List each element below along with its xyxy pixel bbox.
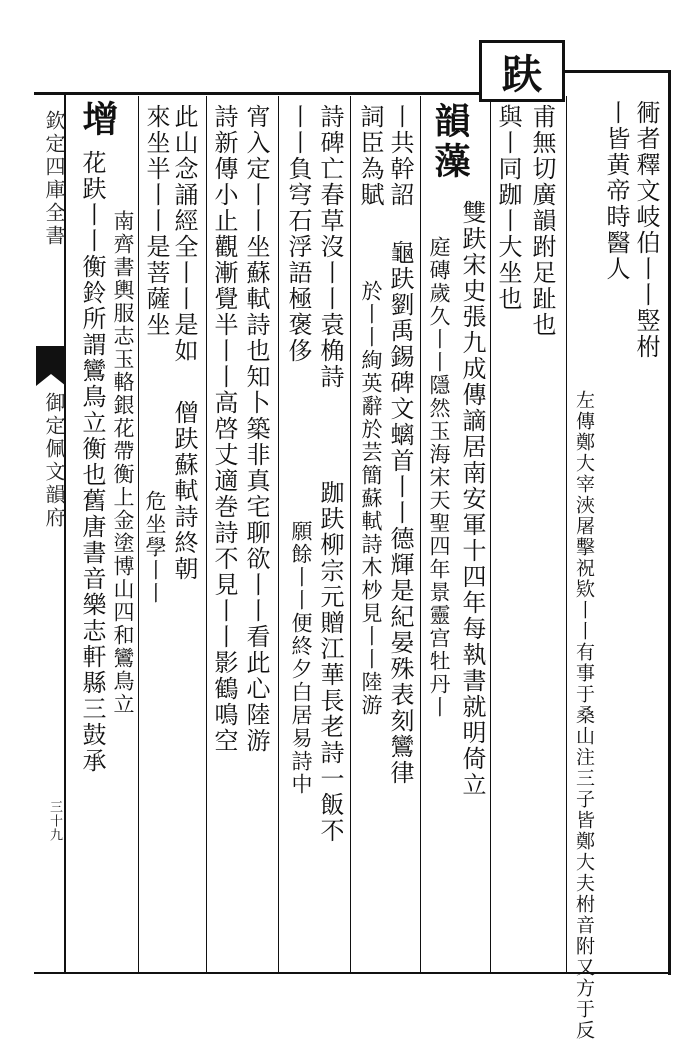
text-column: 衕者釋文岐伯丨丨竪柎: [632, 100, 660, 360]
text-column: 僧趺蘇軾詩終朝: [170, 400, 198, 582]
text-column: 宵入定丨丨坐蘇軾詩也知卜築非真宅聊欲丨丨看此心陸游: [242, 104, 270, 754]
section-heading-yunzao: 韻藻: [429, 102, 471, 182]
text-column: 與丨同跏丨大坐也: [494, 104, 522, 312]
text-column: 左傳鄭大宰浹屠擊祝欵丨丨有事于桑山注三子皆鄭大夫柎音附又方于反: [573, 390, 595, 1041]
text-column: 龜趺劉禹錫碑文螭首丨丨德輝是紀晏殊表刻鸞律: [386, 240, 414, 786]
column-divider: [206, 96, 207, 972]
text-column: 危坐學丨丨: [143, 490, 167, 605]
top-border-rule: [34, 92, 480, 95]
section-heading-zeng: 增: [77, 100, 119, 140]
text-column: 來坐半丨丨是菩薩坐: [142, 104, 170, 338]
text-column: 願餘丨丨便終夕白居易詩中: [289, 520, 313, 796]
text-column: 甫無切廣韻跗足趾也: [528, 104, 556, 338]
volume-title: 御定佩文韻府: [42, 392, 66, 530]
text-column: 南齊書輿服志玉輅銀花帶衡上金塗博山四和鸞鳥立: [111, 210, 135, 716]
text-column: 詩碑亡春草沒丨丨袁桷詩: [316, 104, 344, 390]
headword: 趺: [502, 50, 542, 98]
text-column: 詞臣為賦: [356, 104, 384, 208]
text-column: 丨共幹詔: [386, 104, 414, 208]
page-number: 三十九: [47, 800, 62, 842]
text-column: 於丨丨絢英辭於芸簡蘇軾詩木杪見丨丨陸游: [359, 280, 383, 717]
fishtail-mark: [36, 346, 66, 386]
text-column: 花趺丨丨衡鈴所謂鸞鳥立衡也舊唐書音樂志軒縣三鼓承: [78, 150, 106, 774]
column-divider: [566, 96, 567, 972]
text-column: 跏趺柳宗元贈江華長老詩一飯不: [316, 480, 344, 844]
text-column: 庭磚歲久丨丨隱然玉海宋天聖四年景靈宫牡丹丨: [427, 236, 451, 719]
text-column: 雙趺宋史張九成傳謫居南安軍十四年每執書就明倚立: [458, 200, 486, 798]
text-column: 丨丨負穹石浮語極褒侈: [284, 104, 312, 364]
text-column: 丨皆黄帝時醫人: [602, 100, 630, 282]
headword-box: [479, 40, 565, 102]
right-border-rule: [668, 70, 671, 975]
column-divider: [278, 96, 279, 972]
book-title: 欽定四庫全書: [42, 110, 66, 248]
column-divider: [490, 96, 491, 972]
top-border-rule-right: [559, 70, 671, 73]
text-column: 詩新傳小止觀漸覺半丨丨高啓丈適巻詩不見丨丨影鶴鳴空: [210, 104, 238, 754]
text-column: 此山念誦經全丨丨是如: [170, 104, 198, 364]
column-divider: [350, 96, 351, 972]
column-divider: [420, 96, 421, 972]
column-divider: [138, 96, 139, 972]
